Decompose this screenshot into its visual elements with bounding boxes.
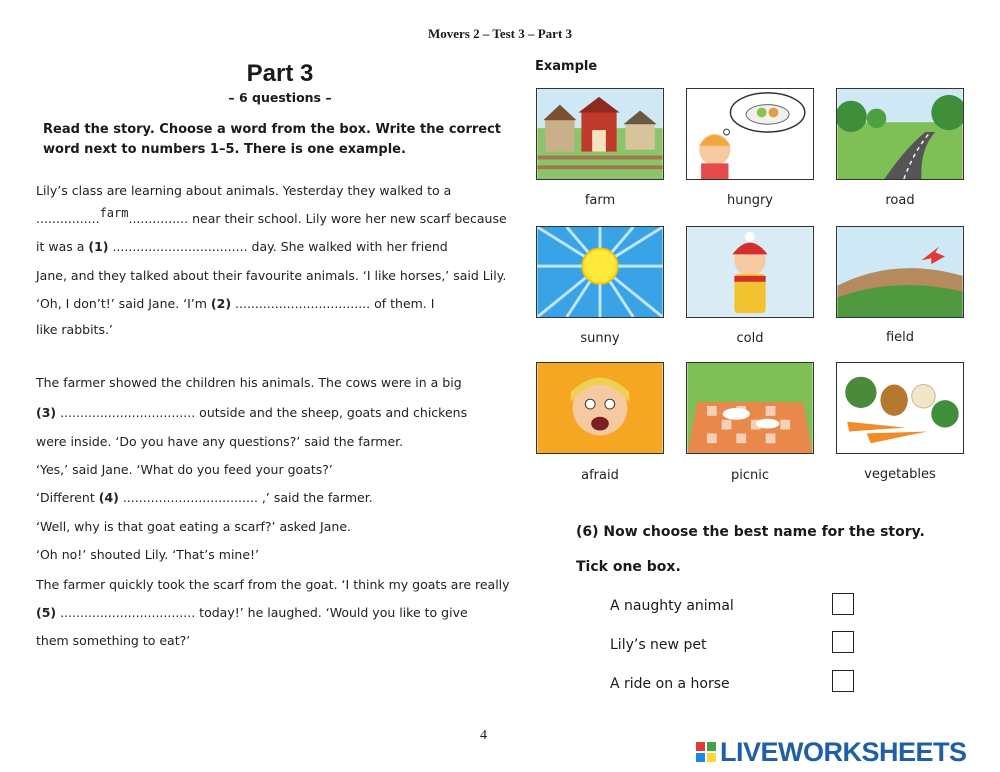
vegetables-illustration [837, 363, 963, 453]
story-line: (3) .................................. outside and the sheep, goats and chickens [36, 405, 468, 420]
road-picture [836, 88, 964, 180]
story-line: were inside. ‘Do you have any questions?’ said the farmer. [36, 434, 404, 449]
word-caption: vegetables [864, 467, 936, 482]
picnic-illustration [687, 363, 813, 453]
liveworksheets-logo [696, 737, 967, 767]
story-line: Jane, and they talked about their favourite animals. ‘I like horses,’ said Lily. [36, 268, 507, 283]
answer-blank-1[interactable]: .................................. [108, 239, 248, 254]
question-number: (2) [210, 296, 232, 311]
part-subtitle: – 6 questions – [228, 90, 332, 105]
part-title: Part 3 [246, 60, 314, 87]
story-line: The farmer quickly took the scarf from the goat. ‘I think my goats are really [36, 577, 510, 592]
word-caption: sunny [580, 331, 620, 346]
vegetables-picture [836, 362, 964, 454]
story-line: like rabbits.’ [36, 322, 113, 337]
answer-blank-3[interactable]: .................................. [56, 405, 196, 420]
cold-picture [686, 226, 814, 318]
sun-illustration [537, 227, 663, 317]
option-label: Lily’s new pet [610, 637, 707, 653]
field-illustration [837, 227, 963, 317]
hungry-illustration [687, 89, 813, 179]
cold-illustration [687, 227, 813, 317]
example-answer: farm [99, 206, 129, 220]
word-caption: farm [584, 193, 616, 208]
afraid-picture [536, 362, 664, 454]
story-line: them something to eat?’ [36, 633, 191, 648]
question-number: (1) [88, 239, 109, 254]
page-header: Movers 2 – Test 3 – Part 3 [427, 26, 573, 41]
story-line: Lily’s class are learning about animals. Yesterday they walked to a [36, 183, 452, 198]
answer-blank-4[interactable]: .................................. [118, 490, 258, 505]
option-checkbox[interactable] [832, 593, 854, 615]
farm-illustration [537, 89, 663, 179]
road-illustration [837, 89, 963, 179]
story-line: ‘Different (4) .................................. ,’ said the farmer. [36, 490, 373, 505]
instructions-line: Read the story. Choose a word from the box. Write the correct [43, 122, 502, 137]
tick-instruction: Tick one box. [576, 559, 681, 575]
page-number: 4 [480, 728, 487, 743]
answer-blank-example: ................farm............... [36, 206, 189, 226]
story-line: ‘Oh, I don’t!’ said Jane. ‘I’m (2) .................................. of them. I [36, 296, 435, 311]
option-label: A ride on a horse [610, 676, 730, 692]
word-caption: hungry [726, 193, 773, 208]
word-caption: afraid [581, 468, 619, 483]
farm-picture [536, 88, 664, 180]
field-picture [836, 226, 964, 318]
option-checkbox[interactable] [832, 631, 854, 653]
word-caption: field [885, 330, 915, 345]
question-6-prompt: (6) Now choose the best name for the story. [576, 524, 925, 540]
example-label: Example [535, 59, 598, 74]
question-number: (4) [98, 490, 119, 505]
hungry-picture [686, 88, 814, 180]
story [36, 0, 514, 772]
story-line: ‘Well, why is that goat eating a scarf?’ asked Jane. [36, 519, 351, 534]
story-line: The farmer showed the children his animals. The cows were in a big [36, 375, 462, 390]
instructions-line: word next to numbers 1–5. There is one example. [43, 142, 406, 157]
story-line: ................farm............... near their school. Lily wore her new scarf because [36, 206, 507, 226]
story-line: ‘Yes,’ said Jane. ‘What do you feed your goats?’ [36, 462, 333, 477]
option-label: A naughty animal [610, 598, 734, 614]
question-number: (5) [36, 605, 57, 620]
question-number: (3) [36, 405, 57, 420]
word-caption: cold [736, 331, 764, 346]
word-caption: road [885, 193, 915, 208]
story-line: ‘Oh no!’ shouted Lily. ‘That’s mine!’ [36, 547, 260, 562]
option-checkbox[interactable] [832, 670, 854, 692]
answer-blank-2[interactable]: .................................. [231, 296, 371, 311]
picnic-picture [686, 362, 814, 454]
answer-blank-5[interactable]: .................................. [56, 605, 196, 620]
logo-text: LIVEWORKSHEETS [720, 736, 967, 767]
story-line: (5) .................................. today!’ he laughed. ‘Would you like to give [36, 605, 468, 620]
afraid-illustration [537, 363, 663, 453]
story-line: it was a (1) .................................. day. She walked with her friend [36, 239, 448, 254]
logo-icon [696, 742, 716, 762]
word-caption: picnic [730, 468, 769, 483]
sunny-picture [536, 226, 664, 318]
